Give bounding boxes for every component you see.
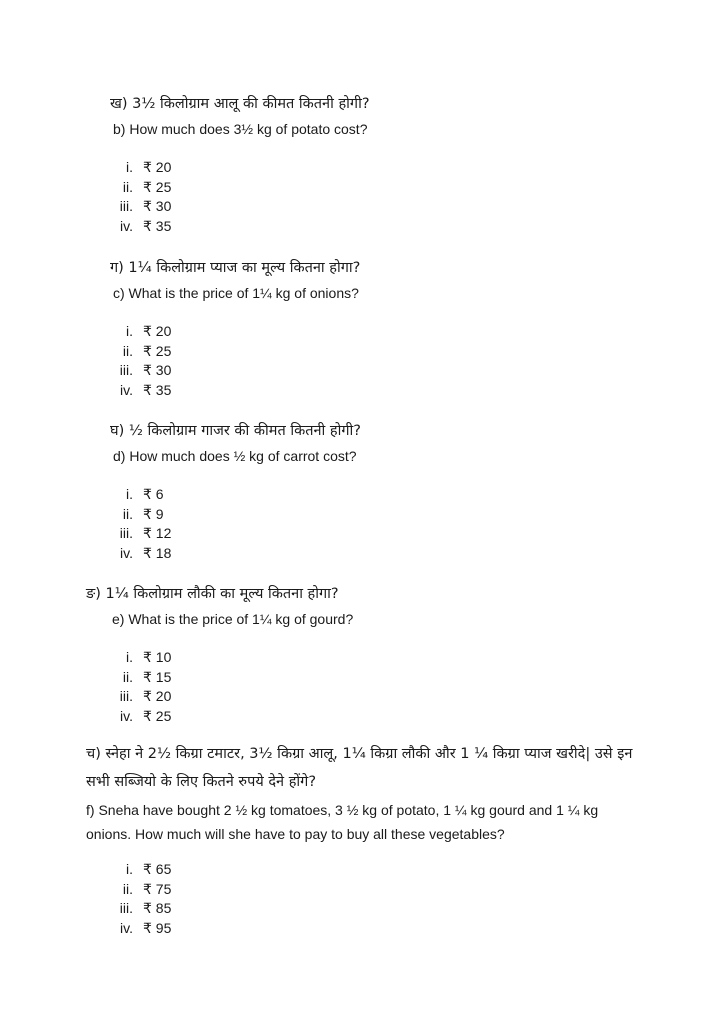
option-value: ₹ 9 bbox=[143, 505, 164, 522]
option-item bbox=[113, 178, 370, 198]
question-english: c) What is the price of 1¼ kg of onions? bbox=[113, 285, 359, 301]
option-value: ₹ 6 bbox=[143, 486, 164, 502]
option-item bbox=[113, 322, 360, 342]
option-value: ₹ 30 bbox=[143, 362, 172, 378]
option-number: iv. bbox=[120, 217, 133, 234]
option-item bbox=[113, 668, 353, 688]
option-value: ₹ 18 bbox=[143, 544, 172, 561]
option-value: ₹ 25 bbox=[143, 178, 172, 195]
option-item bbox=[113, 505, 361, 525]
option-value: ₹ 95 bbox=[143, 919, 172, 936]
option-item bbox=[113, 485, 361, 505]
option-value: ₹ 12 bbox=[143, 525, 172, 541]
option-value: ₹ 20 bbox=[143, 159, 172, 175]
option-item bbox=[113, 217, 370, 237]
option-number: i. bbox=[126, 486, 133, 502]
option-item bbox=[113, 524, 361, 544]
option-value: ₹ 65 bbox=[143, 861, 172, 877]
option-number: i. bbox=[126, 861, 133, 877]
question-hindi: च) स्नेहा ने 2½ किग्रा टमाटर, 3½ किग्रा आलू, 1¼ किग्रा लौकी और 1 ¼ किग्रा प्याज खरीदे| उसे इन सभी सब्जियो के लिए कितने रुपये देने होंगे? bbox=[86, 746, 633, 790]
option-item bbox=[113, 381, 360, 401]
option-number: ii. bbox=[122, 668, 133, 685]
option-number: iv. bbox=[120, 707, 133, 724]
option-value: ₹ 75 bbox=[143, 880, 172, 897]
option-value: ₹ 85 bbox=[143, 900, 172, 916]
option-number: iii. bbox=[119, 900, 133, 916]
option-item bbox=[113, 919, 646, 939]
option-item bbox=[113, 197, 370, 217]
options-list bbox=[113, 648, 353, 726]
option-item bbox=[113, 860, 646, 880]
option-item bbox=[113, 707, 353, 727]
option-number: iii. bbox=[119, 198, 133, 214]
question-f bbox=[86, 740, 646, 938]
option-number: iv. bbox=[120, 381, 133, 398]
option-number: ii. bbox=[122, 505, 133, 522]
option-value: ₹ 10 bbox=[143, 649, 172, 665]
option-item bbox=[113, 342, 360, 362]
question-english: f) Sneha have bought 2 ½ kg tomatoes, 3 ½ kg of potato, 1 ¼ kg gourd and 1 ¼ kg onions. How much will she have to pay to buy all these vegetables? bbox=[86, 802, 599, 842]
question-hindi: घ) ½ किलोग्राम गाजर की कीमत कितनी होगी? bbox=[110, 423, 361, 439]
option-number: iii. bbox=[119, 525, 133, 541]
options-list bbox=[113, 485, 361, 563]
question-english: d) How much does ½ kg of carrot cost? bbox=[113, 448, 357, 464]
option-number: iv. bbox=[120, 919, 133, 936]
option-item bbox=[113, 687, 353, 707]
option-number: i. bbox=[126, 323, 133, 339]
option-value: ₹ 35 bbox=[143, 381, 172, 398]
question-english: b) How much does 3½ kg of potato cost? bbox=[113, 121, 368, 137]
option-item bbox=[113, 648, 353, 668]
question-hindi: ग) 1¼ किलोग्राम प्याज का मूल्य कितना होगा? bbox=[110, 260, 361, 276]
option-item bbox=[113, 158, 370, 178]
options-list bbox=[113, 158, 370, 236]
option-item bbox=[113, 361, 360, 381]
option-value: ₹ 35 bbox=[143, 217, 172, 234]
option-value: ₹ 20 bbox=[143, 688, 172, 704]
option-number: ii. bbox=[122, 178, 133, 195]
option-number: i. bbox=[126, 159, 133, 175]
question-e bbox=[86, 583, 353, 726]
question-c bbox=[110, 257, 360, 400]
question-d bbox=[110, 420, 361, 563]
option-item bbox=[113, 899, 646, 919]
option-number: i. bbox=[126, 649, 133, 665]
option-value: ₹ 30 bbox=[143, 198, 172, 214]
option-value: ₹ 15 bbox=[143, 668, 172, 685]
options-list bbox=[113, 322, 360, 400]
question-english: e) What is the price of 1¼ kg of gourd? bbox=[112, 611, 354, 627]
question-hindi: ङ) 1¼ किलोग्राम लौकी का मूल्य कितना होगा? bbox=[86, 586, 339, 602]
option-number: ii. bbox=[122, 880, 133, 897]
question-b bbox=[110, 93, 370, 236]
option-item bbox=[113, 544, 361, 564]
option-value: ₹ 20 bbox=[143, 323, 172, 339]
option-number: iii. bbox=[119, 362, 133, 378]
option-number: iii. bbox=[119, 688, 133, 704]
option-value: ₹ 25 bbox=[143, 707, 172, 724]
option-value: ₹ 25 bbox=[143, 342, 172, 359]
option-number: iv. bbox=[120, 544, 133, 561]
option-item bbox=[113, 880, 646, 900]
options-list bbox=[113, 860, 646, 938]
option-number: ii. bbox=[122, 342, 133, 359]
question-hindi: ख) 3½ किलोग्राम आलू की कीमत कितनी होगी? bbox=[110, 96, 370, 112]
